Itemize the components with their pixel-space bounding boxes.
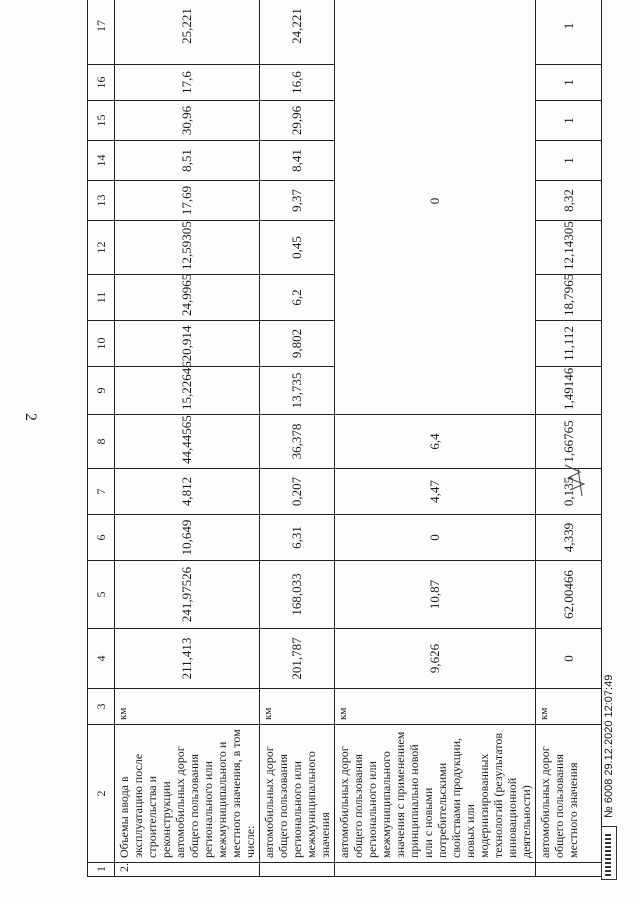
col-header: 14 <box>88 141 115 181</box>
cell-value: 9,626 <box>335 629 536 689</box>
cell-value: 12,59305 <box>115 221 260 275</box>
row-unit: км <box>260 689 335 725</box>
col-header: 6 <box>88 515 115 561</box>
rotated-table-container <box>87 8 580 877</box>
cell-value: 20,914 <box>115 321 260 367</box>
cell-value: 44,44565 <box>115 415 260 469</box>
col-header: 17 <box>88 0 115 65</box>
cell-value: 1,66765 <box>536 415 602 469</box>
cell-value: 24,9965 <box>115 275 260 321</box>
row-label: автомобильных дорог общего пользования регионального или межмуниципального значения <box>260 725 335 863</box>
cell-value: 6,4 <box>335 415 536 469</box>
col-header: 12 <box>88 221 115 275</box>
cell-value: 9,37 <box>260 181 335 221</box>
col-header: 13 <box>88 181 115 221</box>
col-header: 1 <box>88 863 115 877</box>
cell-value: 4,47 <box>335 469 536 515</box>
cell-value: 1 <box>536 101 602 141</box>
row-unit: км <box>536 689 602 725</box>
cell-value: 1 <box>536 141 602 181</box>
cell-value: 201,787 <box>260 629 335 689</box>
cell-value: 6,2 <box>260 275 335 321</box>
cell-value: 17,69 <box>115 181 260 221</box>
cell-value: 1,49146 <box>536 367 602 415</box>
cell-value: 18,7965 <box>536 275 602 321</box>
row-number <box>536 863 602 877</box>
col-header: 7 <box>88 469 115 515</box>
cell-value: 30,96 <box>115 101 260 141</box>
cell-value: 6,31 <box>260 515 335 561</box>
cell-value: 8,32 <box>536 181 602 221</box>
row-unit: км <box>115 689 260 725</box>
stamp-logo-icon <box>601 826 617 880</box>
cell-value: 36,378 <box>260 415 335 469</box>
cell-value: 10,87 <box>335 561 536 629</box>
col-header: 11 <box>88 275 115 321</box>
cell-value: 0,207 <box>260 469 335 515</box>
col-header: 15 <box>88 101 115 141</box>
stamp-text: № 6008 29.12.2020 12:07:49 <box>603 674 615 818</box>
cell-value: 29,96 <box>260 101 335 141</box>
table-row <box>115 0 260 877</box>
table-row <box>335 0 536 877</box>
col-header: 16 <box>88 65 115 101</box>
row-number: 2. <box>115 863 260 877</box>
cell-value: 0 <box>335 515 536 561</box>
cell-value: 0,45 <box>260 221 335 275</box>
cell-value: 13,735 <box>260 367 335 415</box>
registration-stamp <box>598 620 620 880</box>
row-label: автомобильных дорог общего пользования регионального или межмуниципального значения с применением принципиально новой или с новыми потребительскими свойствами продукции, новых или модернизированных технологий (результатов инновационной деятельности) <box>335 725 536 863</box>
cell-value: 0,135 <box>536 469 602 515</box>
table-row <box>536 0 602 877</box>
cell-value: 10,649 <box>115 515 260 561</box>
cell-value: 17,6 <box>115 65 260 101</box>
col-header: 9 <box>88 367 115 415</box>
cell-value: 12,14305 <box>536 221 602 275</box>
col-header: 4 <box>88 629 115 689</box>
signature-mark <box>560 460 590 500</box>
row-unit: км <box>335 689 536 725</box>
cell-value: 241,97526 <box>115 561 260 629</box>
cell-value: 168,033 <box>260 561 335 629</box>
cell-value: 24,221 <box>260 0 335 65</box>
cell-value: 0 <box>536 629 602 689</box>
row-number <box>260 863 335 877</box>
row-number <box>335 863 536 877</box>
col-header: 2 <box>88 725 115 863</box>
table-row <box>260 0 335 877</box>
col-header: 5 <box>88 561 115 629</box>
cell-value: 62,00466 <box>536 561 602 629</box>
page-number: 2 <box>22 413 39 421</box>
cell-value-merged: 0 <box>335 0 536 415</box>
cell-value: 4,339 <box>536 515 602 561</box>
column-number-row <box>88 0 115 877</box>
cell-value: 25,221 <box>115 0 260 65</box>
cell-value: 1 <box>536 0 602 65</box>
cell-value: 8,41 <box>260 141 335 181</box>
cell-value: 1 <box>536 65 602 101</box>
col-header: 10 <box>88 321 115 367</box>
col-header: 8 <box>88 415 115 469</box>
cell-value: 15,22646 <box>115 367 260 415</box>
cell-value: 9,802 <box>260 321 335 367</box>
row-label: Объемы ввода в эксплуатацию после строительства и реконструкции автомобильных дорог общего пользования регионального или межмуниципального и местного значения, в том числе: <box>115 725 260 863</box>
cell-value: 4,812 <box>115 469 260 515</box>
cell-value: 11,112 <box>536 321 602 367</box>
data-table <box>87 0 602 877</box>
row-label: автомобильных дорог общего пользования местного значения <box>536 725 602 863</box>
table-rotation-frame <box>87 8 580 877</box>
col-header: 3 <box>88 689 115 725</box>
cell-value: 8,51 <box>115 141 260 181</box>
cell-value: 16,6 <box>260 65 335 101</box>
cell-value: 211,413 <box>115 629 260 689</box>
